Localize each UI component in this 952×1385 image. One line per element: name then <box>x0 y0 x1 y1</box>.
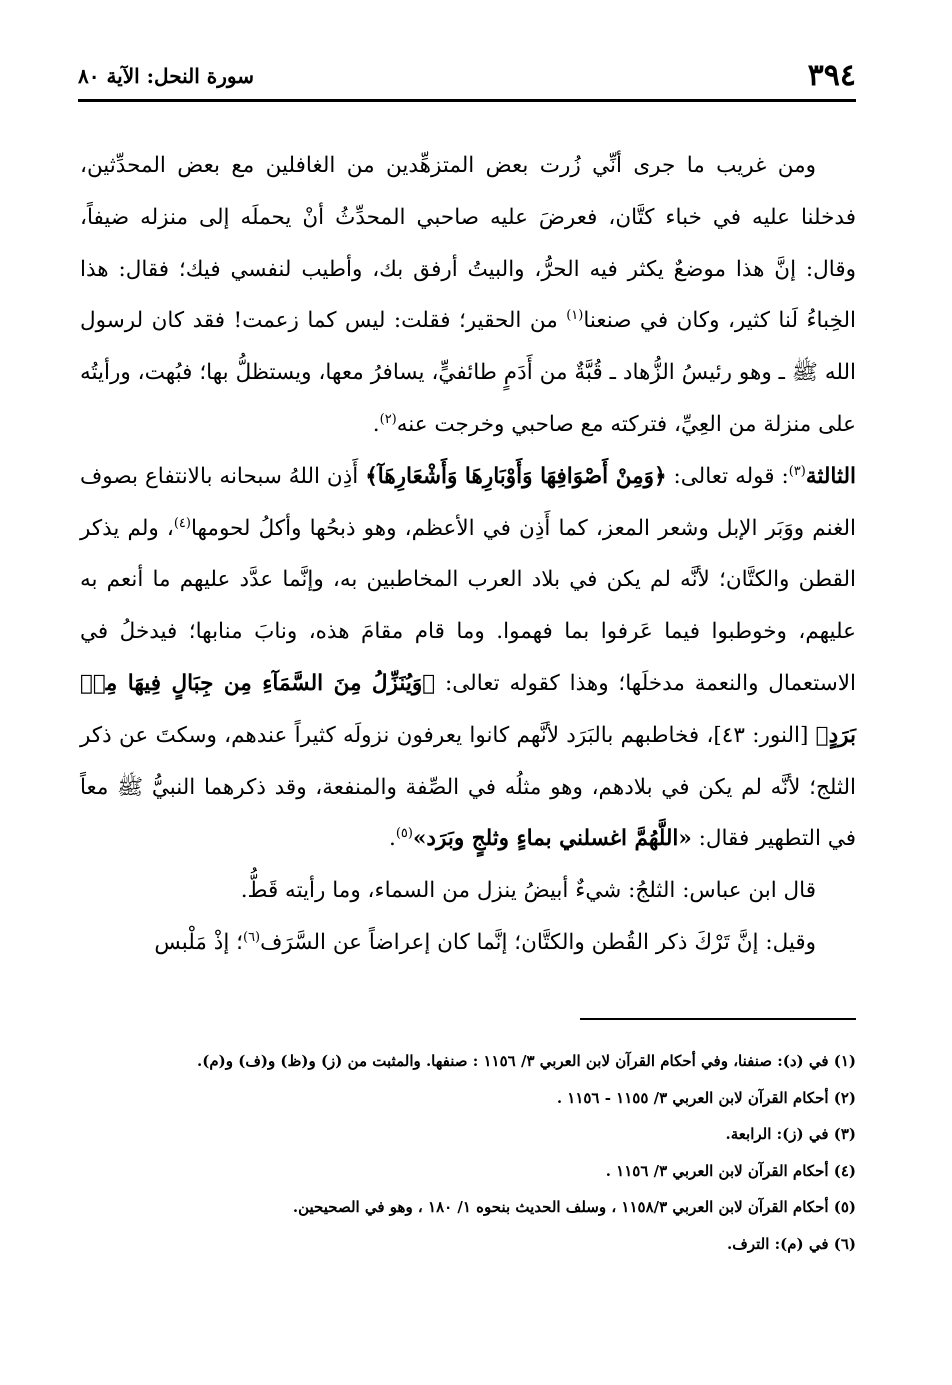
footnote-ref[interactable]: (٥) <box>395 826 413 842</box>
footnote-ref[interactable]: (٢) <box>379 411 397 427</box>
main-text <box>80 140 856 969</box>
text-run: [النور: ٤٣]، فخاطبهم بالبَرَد لأنَّهم كانوا يعرفون نزولَه كثيراً عندهم، وسكتَ عن ذكر الثلج؛ لأنَّه لم يكن في بلادهم، وهو مثلُه في الصِّفة والمنفعة، وقد ذكرهما النبيُّ ﷺ معاً في التطهير فقال: <box>80 722 856 852</box>
footnote-ref[interactable]: (١) <box>566 308 584 324</box>
footnote-4: (٤) أحكام القرآن لابن العربي ٣/ ١١٥٦ . <box>605 1161 856 1180</box>
text-run: . <box>372 411 380 437</box>
hadith-quote: «اللَّهُمَّ اغسلني بماءٍ وثلجٍ وبَرَد» <box>412 826 692 852</box>
text-run: ؛ إذْ مَلْبس <box>154 929 243 955</box>
paragraph-ibn-abbas: قال ابن عباس: الثلجُ: شيءٌ أبيضُ ينزل من السماء، وما رأيته قَطُّ. <box>240 878 816 904</box>
page-number: ٣٩٤ <box>807 58 856 93</box>
footnote-5: (٥) أحكام القرآن لابن العربي ١١٥٨/٣ ، وسلف الحديث بنحوه ١/ ١٨٠ ، وهو في الصحيحين. <box>292 1198 856 1216</box>
text-run: وقيل: إنَّ تَرْكَ ذكر القُطن والكتَّان؛ إنَّما كان إعراضاً عن السَّرَف <box>260 929 816 955</box>
text-run: ، ولم يذكر القطن والكتَّان؛ لأنَّه لم يكن في بلاد العرب المخاطبين به، وإنَّما عدَّد عليهم ما أنعم به عليهم، وخوطبوا فيما عَرفوا بما فهموا. وما قام مقامَ هذه، ونابَ منابها؛ فيدخلُ في الاستعمال والنعمة مدخلَها؛ وهذا كقوله تعالى: <box>80 515 856 696</box>
footnote-ref[interactable]: (٣) <box>788 463 806 479</box>
footnote-ref[interactable]: (٦) <box>242 929 261 945</box>
text-run: : قوله تعالى: <box>666 463 789 489</box>
footnote-2: (٢) أحكام القرآن لابن العربي ٣/ ١١٥٥ - ١١٥٦ . <box>556 1088 856 1107</box>
footnote-1: (١) في (د): صنفنا، وفي أحكام القرآن لابن العربي ٣/ ١١٥٦ : صنفها. والمثبت من (ز) و(ظ) و(ف) و(م). <box>197 1052 856 1070</box>
footnote-6: (٦) في (م): الترف. <box>727 1234 856 1253</box>
header-rule <box>78 99 856 102</box>
footnotes <box>78 1046 856 1265</box>
footnote-3: (٣) في (ز): الرابعة. <box>725 1125 856 1143</box>
footnote-ref[interactable]: (٤) <box>173 515 191 531</box>
text-run: . <box>388 826 396 852</box>
quran-verse: ﴿وَيُنَزِّلُ مِنَ السَّمَآءِ مِن جِبَالٍ فِيهَا مِنۢ بَرَدٍ﴾ <box>80 670 856 748</box>
issue-label: الثالثة <box>805 463 856 489</box>
text-run: ومن غريب ما جرى أنِّي زُرت بعض المتزهِّدين من الغافلين مع بعض المحدِّثين، فدخلنا عليه في خباء كتَّان، فعرضَ عليه صاحبي المحدِّثُ أنْ يحملَه إلى منزله ضيفاً، وقال: إنَّ هذا موضعٌ يكثر فيه الحرُّ، والبيتُ أرفق بك، وأطيب لنفسي فيك؛ فقال: هذا الخِباءُ لَنا كثير، وكان في صنعنا <box>80 153 856 334</box>
paragraph-anecdote <box>80 140 856 451</box>
page-header <box>78 56 856 102</box>
quran-verse: ﴿وَمِنْ أَصْوَافِهَا وَأَوْبَارِهَا وَأَشْعَارِهَآ﴾ <box>365 463 667 489</box>
running-title: سورة النحل: الآية ٨٠ <box>78 64 254 88</box>
paragraph-third-issue <box>80 451 856 865</box>
text-run: أَذِن اللهُ سبحانه بالانتفاع بصوف الغنم ووَبَر الإبل وشعر المعز، كما أَذِن في الأعظم، وهو ذبحُها وأكلُ لحومها <box>80 463 856 541</box>
paragraph-cotton-linen <box>80 917 856 969</box>
footnote-separator <box>580 1018 856 1020</box>
text-run: من الحقير؛ فقلت: ليس كما زعمت! فقد كان لرسول الله ﷺ ـ وهو رئيسُ الزُّهاد ـ قُبَّةٌ من أَدَمٍ طائفيٍّ، يسافرُ معها، ويستظلُّ بها؛ فبُهت، ورأيتُه على منزلة من العِيِّ، فتركته مع صاحبي وخرجت عنه <box>80 308 856 437</box>
